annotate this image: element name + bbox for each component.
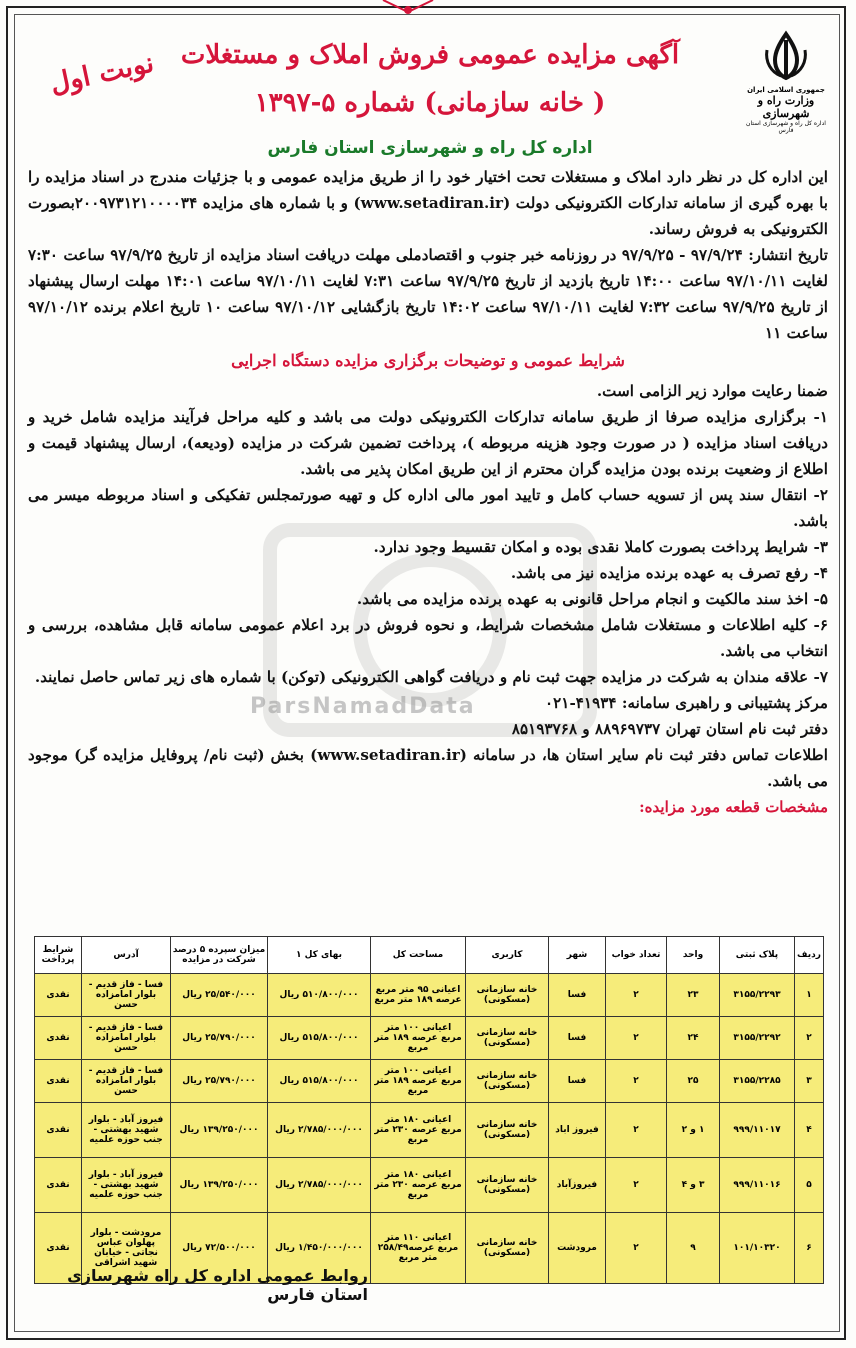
announcement-body bbox=[28, 164, 828, 820]
condition-item-4: ۴- رفع تصرف به عهده برنده مزایده نیز می باشد. bbox=[510, 564, 828, 582]
cell-unit: ۳ و ۴ bbox=[667, 1158, 720, 1213]
tehran-contact: دفتر ثبت نام استان تهران ۸۸۹۶۹۷۳۷ و ۸۵۱۹۳۷۶۸ bbox=[511, 720, 828, 738]
cell-address: فسا - فاز قدیم - بلوار امامزاده حسن bbox=[82, 1060, 171, 1103]
other-provinces-contact: اطلاعات تماس دفتر ثبت نام سایر استان ها، در سامانه (www.setadiran.ir) بخش (ثبت نام/ پروفایل مزایده گر) موجود می باشد. bbox=[28, 746, 828, 790]
cell-bedrooms: ۲ bbox=[606, 974, 667, 1017]
cell-usage: خانه سازمانی (مسکونی) bbox=[466, 1017, 549, 1060]
cell-row-number: ۱ bbox=[795, 974, 824, 1017]
col-deposit: میزان سپرده ۵ درصد شرکت در مزایده bbox=[171, 937, 268, 974]
section-title: شرایط عمومی و توضیحات برگزاری مزایده دستگاه اجرایی bbox=[231, 351, 625, 370]
cell-unit: ۹ bbox=[667, 1213, 720, 1284]
col-total-area: مساحت کل bbox=[371, 937, 466, 974]
cell-address: فسا - فاز قدیم - بلوار امامزاده حسن bbox=[82, 1017, 171, 1060]
cell-total-area: اعیانی ۱۰۰ متر مربع عرصه ۱۸۹ متر مربع bbox=[371, 1017, 466, 1060]
logo-line-1: جمهوری اسلامی ایران bbox=[747, 86, 825, 94]
first-turn-badge: نوبت اول bbox=[47, 47, 157, 100]
page-subtitle: اداره کل راه و شهرسازی استان فارس bbox=[267, 138, 593, 158]
cell-row-number: ۵ bbox=[795, 1158, 824, 1213]
col-total-price: بهای کل ۱ bbox=[268, 937, 371, 974]
col-unit: واحد bbox=[667, 937, 720, 974]
cell-row-number: ۴ bbox=[795, 1103, 824, 1158]
col-city: شهر bbox=[549, 937, 606, 974]
cell-total-price: ۲/۷۸۵/۰۰۰/۰۰۰ ریال bbox=[268, 1103, 371, 1158]
cell-usage: خانه سازمانی (مسکونی) bbox=[466, 1158, 549, 1213]
property-table-wrap bbox=[34, 936, 824, 1284]
condition-item-5: ۵- اخذ سند مالکیت و انجام مراحل قانونی به عهده برنده مزایده می باشد. bbox=[356, 590, 828, 608]
cell-address: فیروز آباد - بلوار شهید بهشتی - جنب حوزه علمیه bbox=[82, 1158, 171, 1213]
col-address: آدرس bbox=[82, 937, 171, 974]
col-bedrooms: تعداد خواب bbox=[606, 937, 667, 974]
cell-city: فیروزآباد bbox=[549, 1158, 606, 1213]
cell-row-number: ۲ bbox=[795, 1017, 824, 1060]
condition-item-6: ۶- کلیه اطلاعات و مستغلات شامل مشخصات شرایط، و نحوه فروش در برد اعلام عمومی سامانه قابل مشاهده، بررسی و انتخاب می باشد. bbox=[28, 616, 828, 660]
table-row bbox=[35, 1103, 824, 1158]
cell-total-price: ۵۱۵/۸۰۰/۰۰۰ ریال bbox=[268, 1060, 371, 1103]
cell-bedrooms: ۲ bbox=[606, 1103, 667, 1158]
cell-payment-terms: نقدی bbox=[35, 1060, 82, 1103]
cell-row-number: ۳ bbox=[795, 1060, 824, 1103]
condition-item-7: ۷- علاقه مندان به شرکت در مزایده جهت ثبت نام و دریافت گواهی الکترونیکی (توکن) با شماره های زیر تماس حاصل نمایند. bbox=[34, 668, 828, 686]
cell-row-number: ۶ bbox=[795, 1213, 824, 1284]
note-text: ضمنا رعایت موارد زیر الزامی است. bbox=[596, 382, 828, 400]
condition-item-3: ۳- شرایط پرداخت بصورت کاملا نقدی بوده و امکان تقسیط وجود ندارد. bbox=[373, 538, 828, 556]
logo-line-3: اداره کل راه و شهرسازی استان فارس bbox=[746, 120, 826, 134]
cell-address: فیروز آباد - بلوار شهید بهشتی - جنب حوزه علمیه bbox=[82, 1103, 171, 1158]
cell-payment-terms: نقدی bbox=[35, 1213, 82, 1284]
table-row bbox=[35, 1060, 824, 1103]
cell-deposit: ۱۳۹/۲۵۰/۰۰۰ ریال bbox=[171, 1103, 268, 1158]
cell-deposit: ۱۳۹/۲۵۰/۰۰۰ ریال bbox=[171, 1158, 268, 1213]
ministry-logo bbox=[738, 30, 834, 138]
cell-city: فسا bbox=[549, 974, 606, 1017]
support-contact: مرکز پشتیبانی و راهبری سامانه: ۴۱۹۳۴-۰۲۱ bbox=[544, 694, 828, 712]
cell-deposit: ۲۵/۵۴۰/۰۰۰ ریال bbox=[171, 974, 268, 1017]
col-payment-terms: شرایط پرداخت bbox=[35, 937, 82, 974]
cell-total-price: ۱/۴۵۰/۰۰۰/۰۰۰ ریال bbox=[268, 1213, 371, 1284]
watermark-text: ParsNamadData bbox=[250, 694, 476, 719]
cell-total-area: اعیانی ۱۸۰ متر مربع عرصه ۲۳۰ متر مربع bbox=[371, 1103, 466, 1158]
cell-registration-plate: ۳۱۵۵/۲۲۹۲ bbox=[720, 1017, 795, 1060]
cell-city: فسا bbox=[549, 1017, 606, 1060]
cell-usage: خانه سازمانی (مسکونی) bbox=[466, 1213, 549, 1284]
cell-unit: ۲۳ bbox=[667, 974, 720, 1017]
table-header-row bbox=[35, 937, 824, 974]
condition-item-1: ۱- برگزاری مزایده صرفا از طریق سامانه تدارکات الکترونیکی دولت می باشد و کلیه مراحل فرآیند مزایده شامل خرید و دریافت اسناد مزایده ( در صورت وجود هزینه مربوطه )، پرداخت تضمین شرکت در مزایده (ودیعه)، ارسال پیشنهاد قیمت و اطلاع از وضعیت برنده بودن مزایده گران محترم از این طریق امکان پذیر می باشد. bbox=[28, 408, 828, 478]
cell-total-price: ۵۱۰/۸۰۰/۰۰۰ ریال bbox=[268, 974, 371, 1017]
cell-city: فیروز اباد bbox=[549, 1103, 606, 1158]
cell-unit: ۲۵ bbox=[667, 1060, 720, 1103]
logo-line-2: وزارت راه و شهرسازی bbox=[757, 94, 815, 120]
cell-payment-terms: نقدی bbox=[35, 1017, 82, 1060]
cell-total-area: اعیانی ۱۸۰ متر مربع عرصه ۲۳۰ متر مربع bbox=[371, 1158, 466, 1213]
cell-registration-plate: ۳۱۵۵/۲۲۹۳ bbox=[720, 974, 795, 1017]
cell-city: مرودشت bbox=[549, 1213, 606, 1284]
cell-bedrooms: ۲ bbox=[606, 1017, 667, 1060]
page-title: آگهی مزایده عمومی فروش املاک و مستغلات bbox=[180, 40, 680, 70]
cell-payment-terms: نقدی bbox=[35, 1103, 82, 1158]
cell-payment-terms: نقدی bbox=[35, 974, 82, 1017]
cell-deposit: ۲۵/۷۹۰/۰۰۰ ریال bbox=[171, 1060, 268, 1103]
cell-address: فسا - فاز قدیم - بلوار امامزاده حسن bbox=[82, 974, 171, 1017]
cell-deposit: ۲۵/۷۹۰/۰۰۰ ریال bbox=[171, 1017, 268, 1060]
cell-bedrooms: ۲ bbox=[606, 1158, 667, 1213]
page-title-line-2: ( خانه سازمانی) شماره ۵-۱۳۹۷ bbox=[254, 88, 606, 118]
cell-registration-plate: ۱۰۱/۱۰۳۲۰ bbox=[720, 1213, 795, 1284]
cell-total-area: اعیانی ۹۵ متر مربع عرصه ۱۸۹ متر مربع bbox=[371, 974, 466, 1017]
cell-total-area: اعیانی ۱۱۰ متر مربع عرصه۲۵۸/۴۹ متر مربع bbox=[371, 1213, 466, 1284]
cell-total-area: اعیانی ۱۰۰ متر مربع عرصه ۱۸۹ متر مربع bbox=[371, 1060, 466, 1103]
cell-registration-plate: ۳۱۵۵/۲۲۸۵ bbox=[720, 1060, 795, 1103]
condition-item-2: ۲- انتقال سند پس از تسویه حساب کامل و تایید امور مالی اداره کل و تهیه صورتمجلس تفکیکی و اسناد مربوطه میسر می باشد. bbox=[28, 486, 828, 530]
table-row bbox=[35, 974, 824, 1017]
cell-total-price: ۲/۷۸۵/۰۰۰/۰۰۰ ریال bbox=[268, 1158, 371, 1213]
cell-address: مرودشت - بلوار پهلوان عباس نجاتی - خیابان شهید اشراقی bbox=[82, 1213, 171, 1284]
col-row-number: ردیف bbox=[795, 937, 824, 974]
cell-usage: خانه سازمانی (مسکونی) bbox=[466, 1103, 549, 1158]
cell-unit: ۱ و ۲ bbox=[667, 1103, 720, 1158]
cell-registration-plate: ۹۹۹/۱۱۰۱۷ bbox=[720, 1103, 795, 1158]
cell-total-price: ۵۱۵/۸۰۰/۰۰۰ ریال bbox=[268, 1017, 371, 1060]
spec-title: مشخصات قطعه مورد مزایده: bbox=[639, 798, 828, 816]
table-row bbox=[35, 1158, 824, 1213]
cell-registration-plate: ۹۹۹/۱۱۰۱۶ bbox=[720, 1158, 795, 1213]
cell-deposit: ۷۲/۵۰۰/۰۰۰ ریال bbox=[171, 1213, 268, 1284]
col-usage: کاربری bbox=[466, 937, 549, 974]
dates-paragraph: تاریخ انتشار: ۹۷/۹/۲۴ - ۹۷/۹/۲۵ در روزنامه خبر جنوب و اقتصادملی مهلت دریافت اسناد مزایده از تاریخ ۹۷/۹/۲۵ ساعت ۷:۳۰ لغایت ۹۷/۱۰/۱۱ ساعت ۱۴:۰۰ تاریخ بازدید از تاریخ ۹۷/۹/۲۵ ساعت ۷:۳۱ لغایت ۹۷/۱۰/۱۱ ساعت ۱۴:۰۱ مهلت ارسال پیشنهاد از تاریخ ۹۷/۹/۲۵ ساعت ۷:۳۲ لغایت ۹۷/۱۰/۱۱ ساعت ۱۴:۰۲ تاریخ بازگشایی ۹۷/۱۰/۱۲ ساعت ۱۰ تاریخ اعلام برنده ۹۷/۱۰/۱۲ ساعت ۱۱ bbox=[28, 246, 829, 342]
cell-usage: خانه سازمانی (مسکونی) bbox=[466, 974, 549, 1017]
emblem-icon bbox=[761, 30, 811, 82]
ribbon-icon bbox=[378, 0, 438, 16]
table-row bbox=[35, 1017, 824, 1060]
cell-payment-terms: نقدی bbox=[35, 1158, 82, 1213]
cell-bedrooms: ۲ bbox=[606, 1213, 667, 1284]
property-table bbox=[34, 936, 824, 1284]
footer-signature: روابط عمومی اداره کل راه شهرسازی استان فارس bbox=[67, 1266, 368, 1304]
col-registration-plate: پلاک ثبتی bbox=[720, 937, 795, 974]
cell-city: فسا bbox=[549, 1060, 606, 1103]
cell-usage: خانه سازمانی (مسکونی) bbox=[466, 1060, 549, 1103]
cell-bedrooms: ۲ bbox=[606, 1060, 667, 1103]
cell-unit: ۲۴ bbox=[667, 1017, 720, 1060]
intro-paragraph: این اداره کل در نظر دارد املاک و مستغلات تحت اختیار خود را از طریق مزایده عمومی و با جزئیات مندرج در اسناد مزایده را با بهره گیری از سامانه تدارکات الکترونیکی دولت (www.setadiran.ir) و با شماره های مزایده ۲۰۰۹۷۳۱۲۱۰۰۰۰۳۴بصورت الکترونیکی به فروش رساند. bbox=[28, 168, 828, 238]
